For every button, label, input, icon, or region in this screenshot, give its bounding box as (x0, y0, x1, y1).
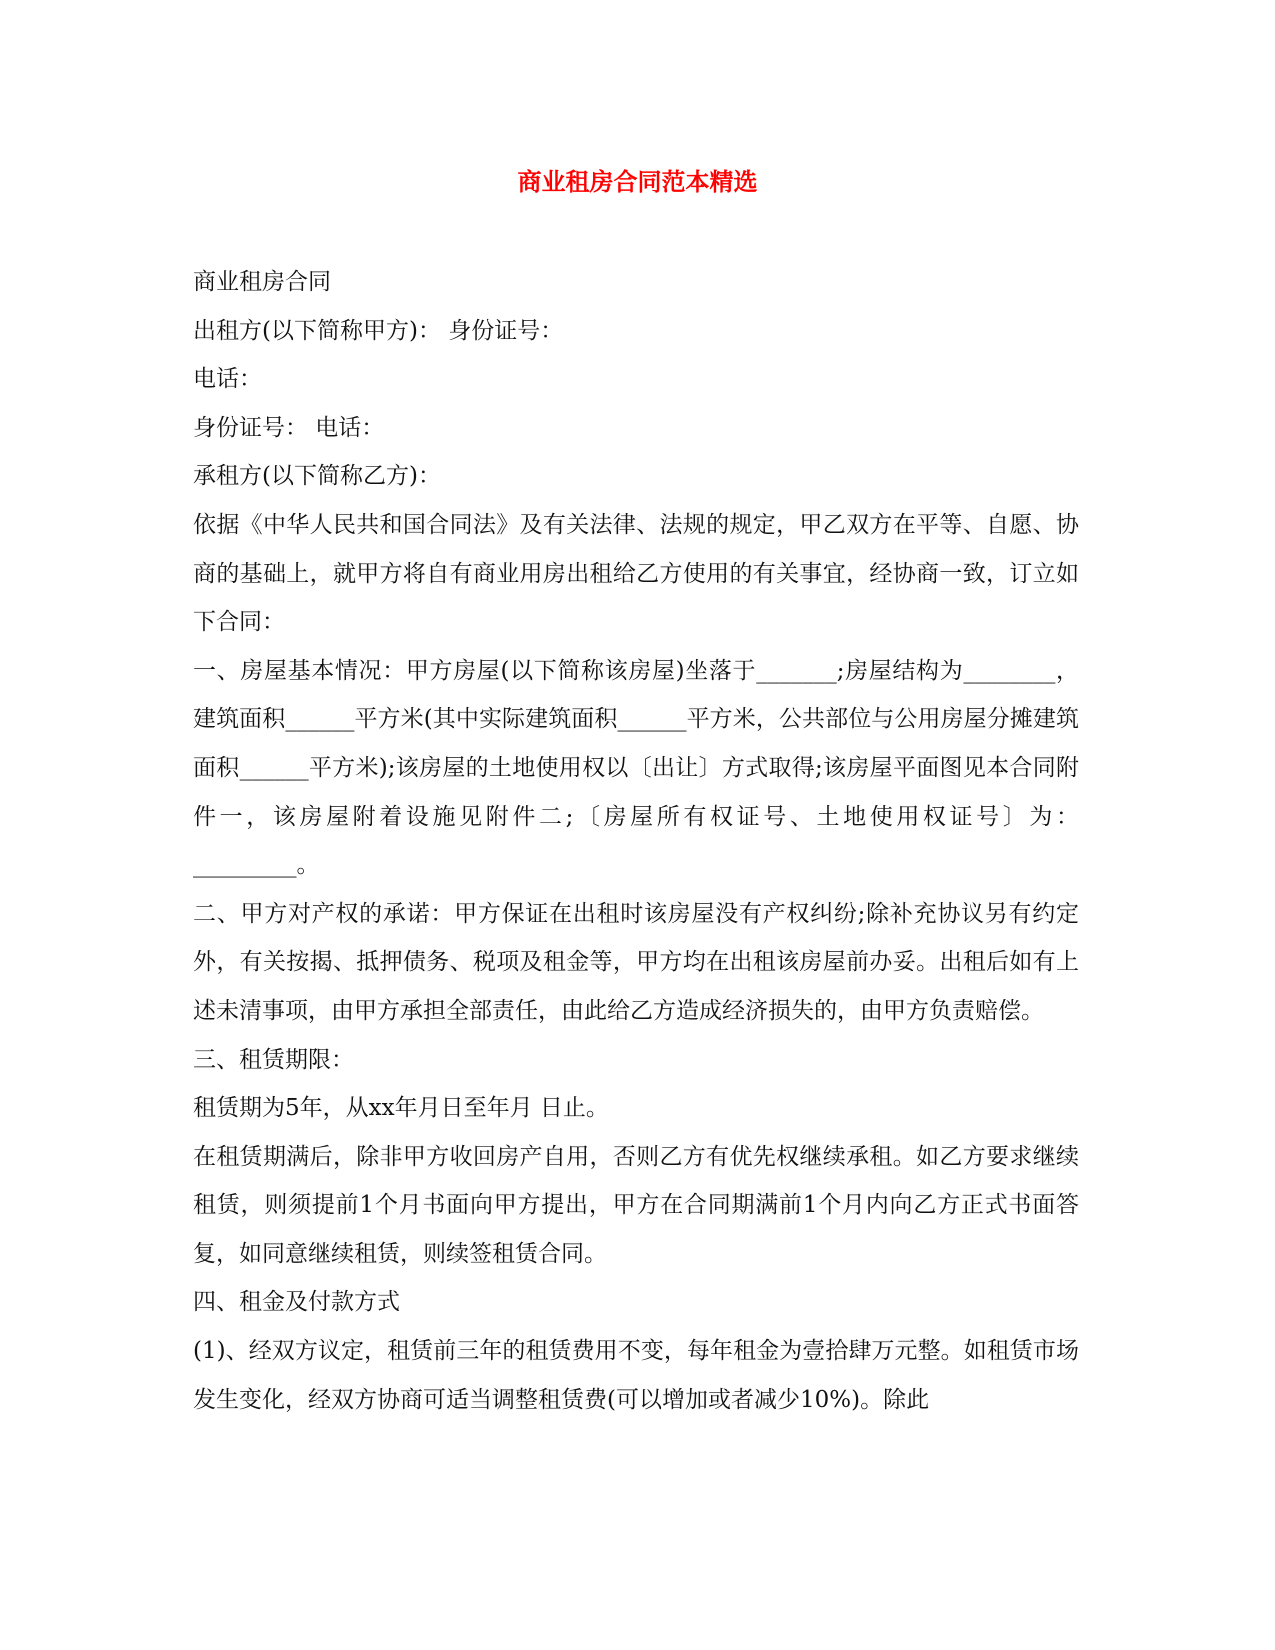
lessor-phone-line: 电话： (193, 366, 262, 393)
clause-4-heading: 四、租金及付款方式 (193, 1289, 400, 1316)
renewal-paragraph: 在租赁期满后，除非甲方收回房产自用，否则乙方有优先权继续承租。如乙方要求继续租赁，则须提前1个月书面向甲方提出，甲方在合同期满前1个月内向乙方正式书面答复，如同意继续租赁，则续签租赁合同。 (193, 1143, 1079, 1267)
preamble-paragraph: 依据《中华人民共和国合同法》及有关法律、法规的规定，甲乙双方在平等、自愿、协商的基础上，就甲方将自有商业用房出租给乙方使用的有关事宜，经协商一致，订立如下合同： (193, 511, 1079, 636)
contract-heading: 商业租房合同 (193, 269, 331, 295)
lessor-line: 出租方(以下简称甲方)： 身份证号： (193, 317, 564, 344)
lessee-id-line: 身份证号： 电话： (193, 414, 385, 441)
clause-3-heading: 三、租赁期限： (193, 1046, 354, 1073)
rent-paragraph: (1)、经双方议定，租赁前三年的租赁费用不变，每年租金为壹拾肆万元整。如租赁市场发生变化，经双方协商可适当调整租赁费(可以增加或者减少10%)。除此 (193, 1338, 1079, 1413)
document-title: 商业租房合同范本精选 (517, 167, 758, 196)
lease-term-line: 租赁期为5年，从xx年月日至年月 日止。 (193, 1095, 609, 1122)
clause-1-paragraph: 一、房屋基本情况：甲方房屋(以下简称该房屋)坐落于_______;房屋结构为________，建筑面积______平方米(其中实际建筑面积______平方米，公共部位与公用房屋分摊建筑面积______平方米);该房屋的土地使用权以〔出让〕方式取得;该房屋平面图见本合同附件一，该房屋附着设施见附件二;〔房屋所有权证号、土地使用权证号〕为：_________。 (193, 657, 1079, 879)
document-body (193, 258, 1079, 1424)
clause-2-paragraph: 二、甲方对产权的承诺：甲方保证在出租时该房屋没有产权纠纷;除补充协议另有约定外，有关按揭、抵押债务、税项及租金等，甲方均在出租该房屋前办妥。出租后如有上述未清事项，由甲方承担全部责任，由此给乙方造成经济损失的，由甲方负责赔偿。 (193, 900, 1079, 1024)
lessee-line: 承租方(以下简称乙方)： (193, 463, 441, 490)
